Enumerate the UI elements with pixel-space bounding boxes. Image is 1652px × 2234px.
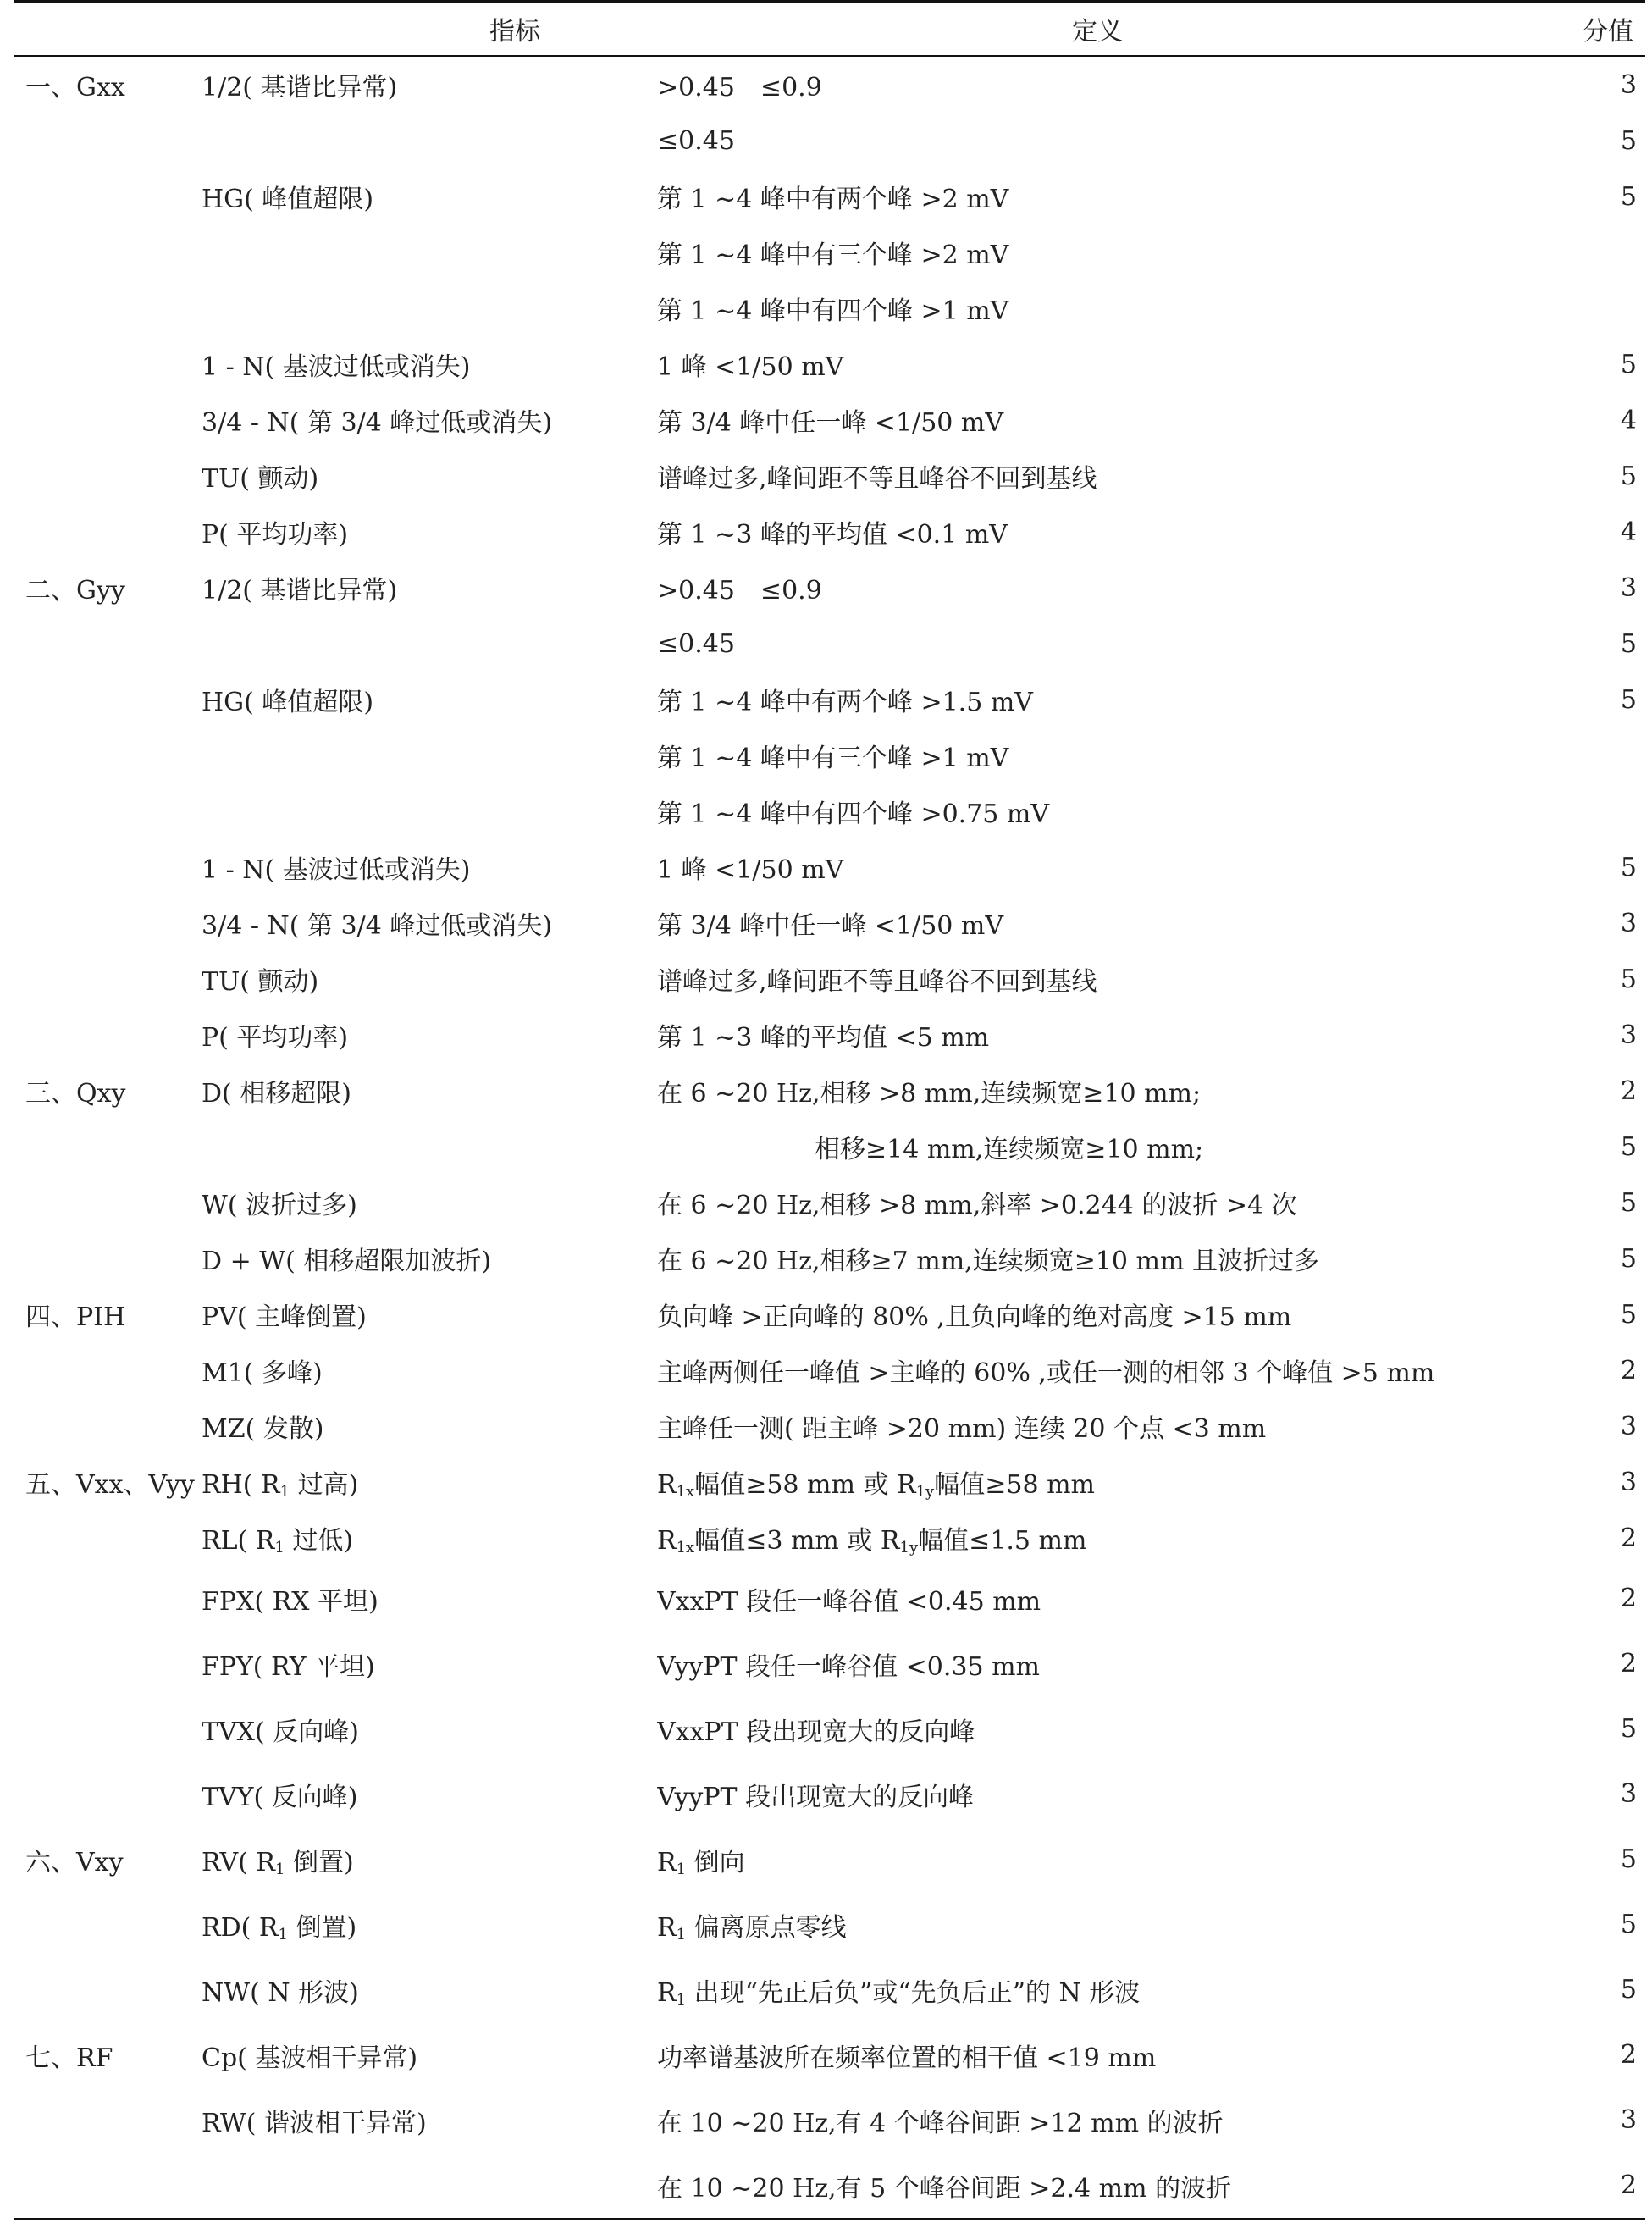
row-indicator	[202, 280, 657, 336]
row-score: 5	[1620, 1299, 1637, 1330]
row-score: 5	[1620, 1187, 1637, 1218]
table-row	[14, 783, 1645, 839]
row-definition: ≤0.45	[657, 125, 735, 156]
row-definition: 第 3/4 峰中任一峰 <1/50 mV	[657, 911, 1004, 941]
row-group: 四、PIH	[25, 1302, 126, 1332]
table-row	[14, 2153, 1645, 2220]
row-group: 七、RF	[25, 2043, 113, 2073]
row-score	[1538, 727, 1645, 783]
row-indicator: TU( 颤动)	[202, 464, 319, 494]
header-definition: 定义	[657, 2, 1538, 57]
table-row	[14, 1230, 1645, 1286]
row-definition: $R_{1x}$幅值≤3 mm 或 $R_{1y}$幅值≤1.5 mm	[657, 1526, 1087, 1557]
row-indicator: 1 - N( 基波过低或消失)	[202, 855, 471, 885]
table-row	[14, 392, 1645, 448]
row-score: 3	[1620, 69, 1637, 100]
row-score: 2	[1620, 1584, 1637, 1613]
row-score: 5	[1620, 1243, 1637, 1274]
table-row	[14, 224, 1645, 280]
table-body	[14, 56, 1645, 2220]
row-score: 2	[1620, 1523, 1637, 1553]
row-group	[14, 727, 202, 783]
table-row	[14, 113, 1645, 169]
row-indicator	[202, 113, 657, 169]
row-score	[1538, 224, 1645, 280]
row-group	[14, 1696, 202, 1761]
row-group	[14, 839, 202, 895]
subscript: 1x	[676, 1483, 695, 1501]
table-row	[14, 169, 1645, 224]
row-score: 3	[1620, 2105, 1637, 2135]
row-definition: $R_{1x}$幅值≥58 mm 或 $R_{1y}$幅值≥58 mm	[657, 1470, 1095, 1501]
row-definition: 第 1 ~3 峰的平均值 <0.1 mV	[657, 520, 1008, 550]
row-definition: 相移≥14 mm,连续频宽≥10 mm;	[815, 1135, 1204, 1164]
row-definition: VxxPT 段出现宽大的反向峰	[657, 1717, 975, 1747]
row-group	[14, 1342, 202, 1398]
row-indicator: 1/2( 基谐比异常)	[202, 73, 398, 102]
row-definition: 第 1 ~4 峰中有两个峰 >1.5 mV	[657, 688, 1033, 717]
row-indicator	[202, 783, 657, 839]
row-group	[14, 1957, 202, 2022]
row-indicator: RW( 谐波相干异常)	[202, 2108, 427, 2138]
row-indicator	[202, 727, 657, 783]
subscript: 1	[278, 1925, 288, 1944]
row-group	[14, 336, 202, 392]
row-indicator	[202, 1119, 657, 1175]
row-score: 3	[1620, 1411, 1637, 1441]
row-score: 3	[1620, 1779, 1637, 1809]
row-definition: $R_1$ 出现“先正后负”或“先负后正”的 N 形波	[657, 1977, 1141, 2009]
row-group	[14, 448, 202, 504]
row-indicator	[202, 2153, 657, 2220]
subscript: 1	[676, 1990, 687, 2009]
row-definition: 在 10 ~20 Hz,有 5 个峰谷间距 >2.4 mm 的波折	[657, 2153, 1538, 2220]
subscript: 1y	[899, 1539, 919, 1557]
row-score: 3	[1620, 572, 1637, 603]
row-group	[14, 280, 202, 336]
table-row	[14, 1119, 1645, 1175]
row-score	[1538, 280, 1645, 336]
row-group	[14, 951, 202, 1007]
row-definition: 第 1 ~4 峰中有两个峰 >2 mV	[657, 185, 1009, 214]
row-definition: 1 峰 <1/50 mV	[657, 352, 844, 382]
row-definition: >0.45 ≤0.9	[657, 576, 822, 606]
row-score: 5	[1620, 125, 1637, 156]
scoring-table	[14, 0, 1645, 2220]
row-indicator: RL( $R_1$ 过低)	[202, 1526, 354, 1557]
subscript: 1	[676, 1860, 687, 1878]
row-group	[14, 1007, 202, 1063]
row-indicator: Cp( 基波相干异常)	[202, 2043, 418, 2073]
row-indicator: TVY( 反向峰)	[202, 1782, 358, 1812]
row-definition: >0.45 ≤0.9	[657, 73, 822, 102]
row-score: 5	[1620, 461, 1637, 491]
row-definition: 谱峰过多,峰间距不等且峰谷不回到基线	[657, 967, 1097, 997]
row-score: 5	[1620, 349, 1637, 379]
subscript: 1x	[676, 1539, 695, 1557]
row-group	[14, 2153, 202, 2220]
row-score: 5	[1620, 1910, 1637, 1939]
row-indicator: 1 - N( 基波过低或消失)	[202, 352, 471, 382]
row-definition: $R_1$ 倒向	[657, 1847, 745, 1878]
row-indicator: M1( 多峰)	[202, 1358, 323, 1388]
table-row	[14, 951, 1645, 1007]
row-indicator: RH( $R_1$ 过高)	[202, 1470, 359, 1501]
table-row	[14, 1175, 1645, 1230]
table-row	[14, 560, 1645, 616]
row-definition: 在 6 ~20 Hz,相移 >8 mm,连续频宽≥10 mm;	[657, 1079, 1202, 1109]
row-group	[14, 1398, 202, 1454]
table-row	[14, 1063, 1645, 1119]
row-group	[14, 504, 202, 560]
table-row	[14, 1286, 1645, 1342]
row-indicator: TU( 颤动)	[202, 967, 319, 997]
subscript: 1y	[915, 1483, 935, 1501]
row-indicator: FPY( RY 平坦)	[202, 1651, 375, 1682]
row-group: 二、Gyy	[25, 576, 125, 606]
row-score: 3	[1620, 908, 1637, 938]
table-row	[14, 839, 1645, 895]
row-definition: 第 1 ~3 峰的平均值 <5 mm	[657, 1023, 990, 1053]
table-row	[14, 1510, 1645, 1566]
table-row	[14, 1398, 1645, 1454]
row-group	[14, 2087, 202, 2153]
row-score: 4	[1620, 517, 1637, 547]
row-group	[14, 169, 202, 224]
row-definition: 在 6 ~20 Hz,相移 >8 mm,斜率 >0.244 的波折 >4 次	[657, 1191, 1297, 1220]
row-score	[1538, 783, 1645, 839]
row-group	[14, 1631, 202, 1696]
row-group	[14, 1510, 202, 1566]
row-score: 2	[1620, 1355, 1637, 1385]
row-group	[14, 895, 202, 951]
row-indicator: TVX( 反向峰)	[202, 1717, 359, 1747]
table-row	[14, 1957, 1645, 2022]
row-definition: 第 1 ~4 峰中有四个峰 >0.75 mV	[657, 799, 1050, 829]
table-row	[14, 727, 1645, 783]
row-group	[14, 783, 202, 839]
row-score: 5	[1620, 181, 1637, 212]
row-group: 三、Qxy	[25, 1079, 126, 1109]
row-indicator: D + W( 相移超限加波折)	[202, 1247, 492, 1276]
row-indicator: P( 平均功率)	[202, 520, 349, 550]
row-score: 5	[1620, 684, 1637, 715]
table-header-row	[14, 2, 1645, 57]
header-indicator: 指标	[202, 2, 657, 57]
table-row	[14, 895, 1645, 951]
row-score: 5	[1620, 1714, 1637, 1744]
table-row	[14, 1454, 1645, 1510]
row-score: 5	[1620, 628, 1637, 659]
row-score: 5	[1620, 1975, 1637, 2005]
row-group	[14, 672, 202, 727]
row-group	[14, 1892, 202, 1957]
row-indicator: P( 平均功率)	[202, 1023, 349, 1053]
table-row	[14, 616, 1645, 672]
row-definition: ≤0.45	[657, 628, 735, 659]
row-indicator: W( 波折过多)	[202, 1191, 357, 1220]
table-row	[14, 1631, 1645, 1696]
row-indicator: RD( $R_1$ 倒置)	[202, 1912, 357, 1944]
table-row	[14, 1761, 1645, 1827]
row-group	[14, 1175, 202, 1230]
row-definition: 第 1 ~4 峰中有四个峰 >1 mV	[657, 296, 1009, 326]
row-indicator	[202, 224, 657, 280]
header-score: 分值	[1538, 2, 1645, 57]
row-score: 4	[1620, 405, 1637, 435]
row-definition: 第 1 ~4 峰中有三个峰 >1 mV	[657, 744, 1009, 773]
table-row	[14, 2022, 1645, 2087]
row-group: 五、Vxx、Vyy	[25, 1470, 195, 1500]
row-group	[14, 113, 202, 169]
row-indicator: D( 相移超限)	[202, 1079, 351, 1109]
row-indicator: NW( N 形波)	[202, 1977, 359, 2008]
row-score: 2	[1620, 2040, 1637, 2070]
row-definition: 主峰两侧任一峰值 >主峰的 60% ,或任一测的相邻 3 个峰值 >5 mm	[657, 1358, 1435, 1388]
row-indicator: 3/4 - N( 第 3/4 峰过低或消失)	[202, 911, 553, 941]
row-score: 3	[1620, 1020, 1637, 1050]
row-score: 2	[1620, 1649, 1637, 1678]
table-row	[14, 504, 1645, 560]
row-score: 2	[1620, 1076, 1637, 1106]
row-group	[14, 616, 202, 672]
table-row	[14, 336, 1645, 392]
row-group	[14, 224, 202, 280]
subscript: 1	[275, 1860, 285, 1878]
row-indicator: 3/4 - N( 第 3/4 峰过低或消失)	[202, 408, 553, 438]
row-definition: 在 10 ~20 Hz,有 4 个峰谷间距 >12 mm 的波折	[657, 2108, 1224, 2138]
row-definition: 主峰任一测( 距主峰 >20 mm) 连续 20 个点 <3 mm	[657, 1414, 1267, 1444]
row-indicator: MZ( 发散)	[202, 1414, 324, 1444]
row-definition: VyyPT 段任一峰谷值 <0.35 mm	[657, 1651, 1040, 1682]
row-indicator: PV( 主峰倒置)	[202, 1302, 367, 1332]
row-definition: $R_1$ 偏离原点零线	[657, 1912, 847, 1944]
row-definition: 第 1 ~4 峰中有三个峰 >2 mV	[657, 241, 1009, 270]
row-definition: VxxPT 段任一峰谷值 <0.45 mm	[657, 1586, 1041, 1617]
table-row	[14, 1827, 1645, 1892]
row-definition: 1 峰 <1/50 mV	[657, 855, 844, 885]
row-definition: 第 3/4 峰中任一峰 <1/50 mV	[657, 408, 1004, 438]
row-score: 5	[1620, 964, 1637, 994]
row-group	[14, 1230, 202, 1286]
table-row	[14, 1566, 1645, 1631]
row-group: 六、Vxy	[25, 1847, 124, 1877]
row-definition: 功率谱基波所在频率位置的相干值 <19 mm	[657, 2043, 1157, 2073]
row-score: 5	[1620, 1131, 1637, 1162]
subscript: 1	[676, 1925, 687, 1944]
table-row	[14, 2087, 1645, 2153]
row-indicator: RV( $R_1$ 倒置)	[202, 1847, 354, 1878]
row-definition: 负向峰 >正向峰的 80% ,且负向峰的绝对高度 >15 mm	[657, 1302, 1292, 1332]
row-group	[14, 1119, 202, 1175]
row-group	[14, 392, 202, 448]
row-score: 5	[1620, 1844, 1637, 1874]
table-row	[14, 1696, 1645, 1761]
table-row	[14, 672, 1645, 727]
row-indicator	[202, 616, 657, 672]
row-score: 2	[1538, 2153, 1645, 2220]
table-row	[14, 280, 1645, 336]
row-definition: VyyPT 段出现宽大的反向峰	[657, 1782, 975, 1812]
table-row	[14, 448, 1645, 504]
row-indicator: FPX( RX 平坦)	[202, 1586, 378, 1617]
row-indicator: HG( 峰值超限)	[202, 688, 374, 717]
header-group	[14, 2, 202, 57]
row-group: 一、Gxx	[25, 73, 125, 102]
row-indicator: 1/2( 基谐比异常)	[202, 576, 398, 606]
table-row	[14, 56, 1645, 113]
table-row	[14, 1342, 1645, 1398]
subscript: 1	[279, 1483, 290, 1501]
table-row	[14, 1892, 1645, 1957]
row-score: 5	[1620, 852, 1637, 882]
row-group	[14, 1761, 202, 1827]
table-row	[14, 1007, 1645, 1063]
row-score: 3	[1620, 1467, 1637, 1497]
row-group	[14, 1566, 202, 1631]
row-definition: 谱峰过多,峰间距不等且峰谷不回到基线	[657, 464, 1097, 494]
row-indicator: HG( 峰值超限)	[202, 185, 374, 214]
subscript: 1	[274, 1539, 285, 1557]
row-definition: 在 6 ~20 Hz,相移≥7 mm,连续频宽≥10 mm 且波折过多	[657, 1247, 1319, 1276]
